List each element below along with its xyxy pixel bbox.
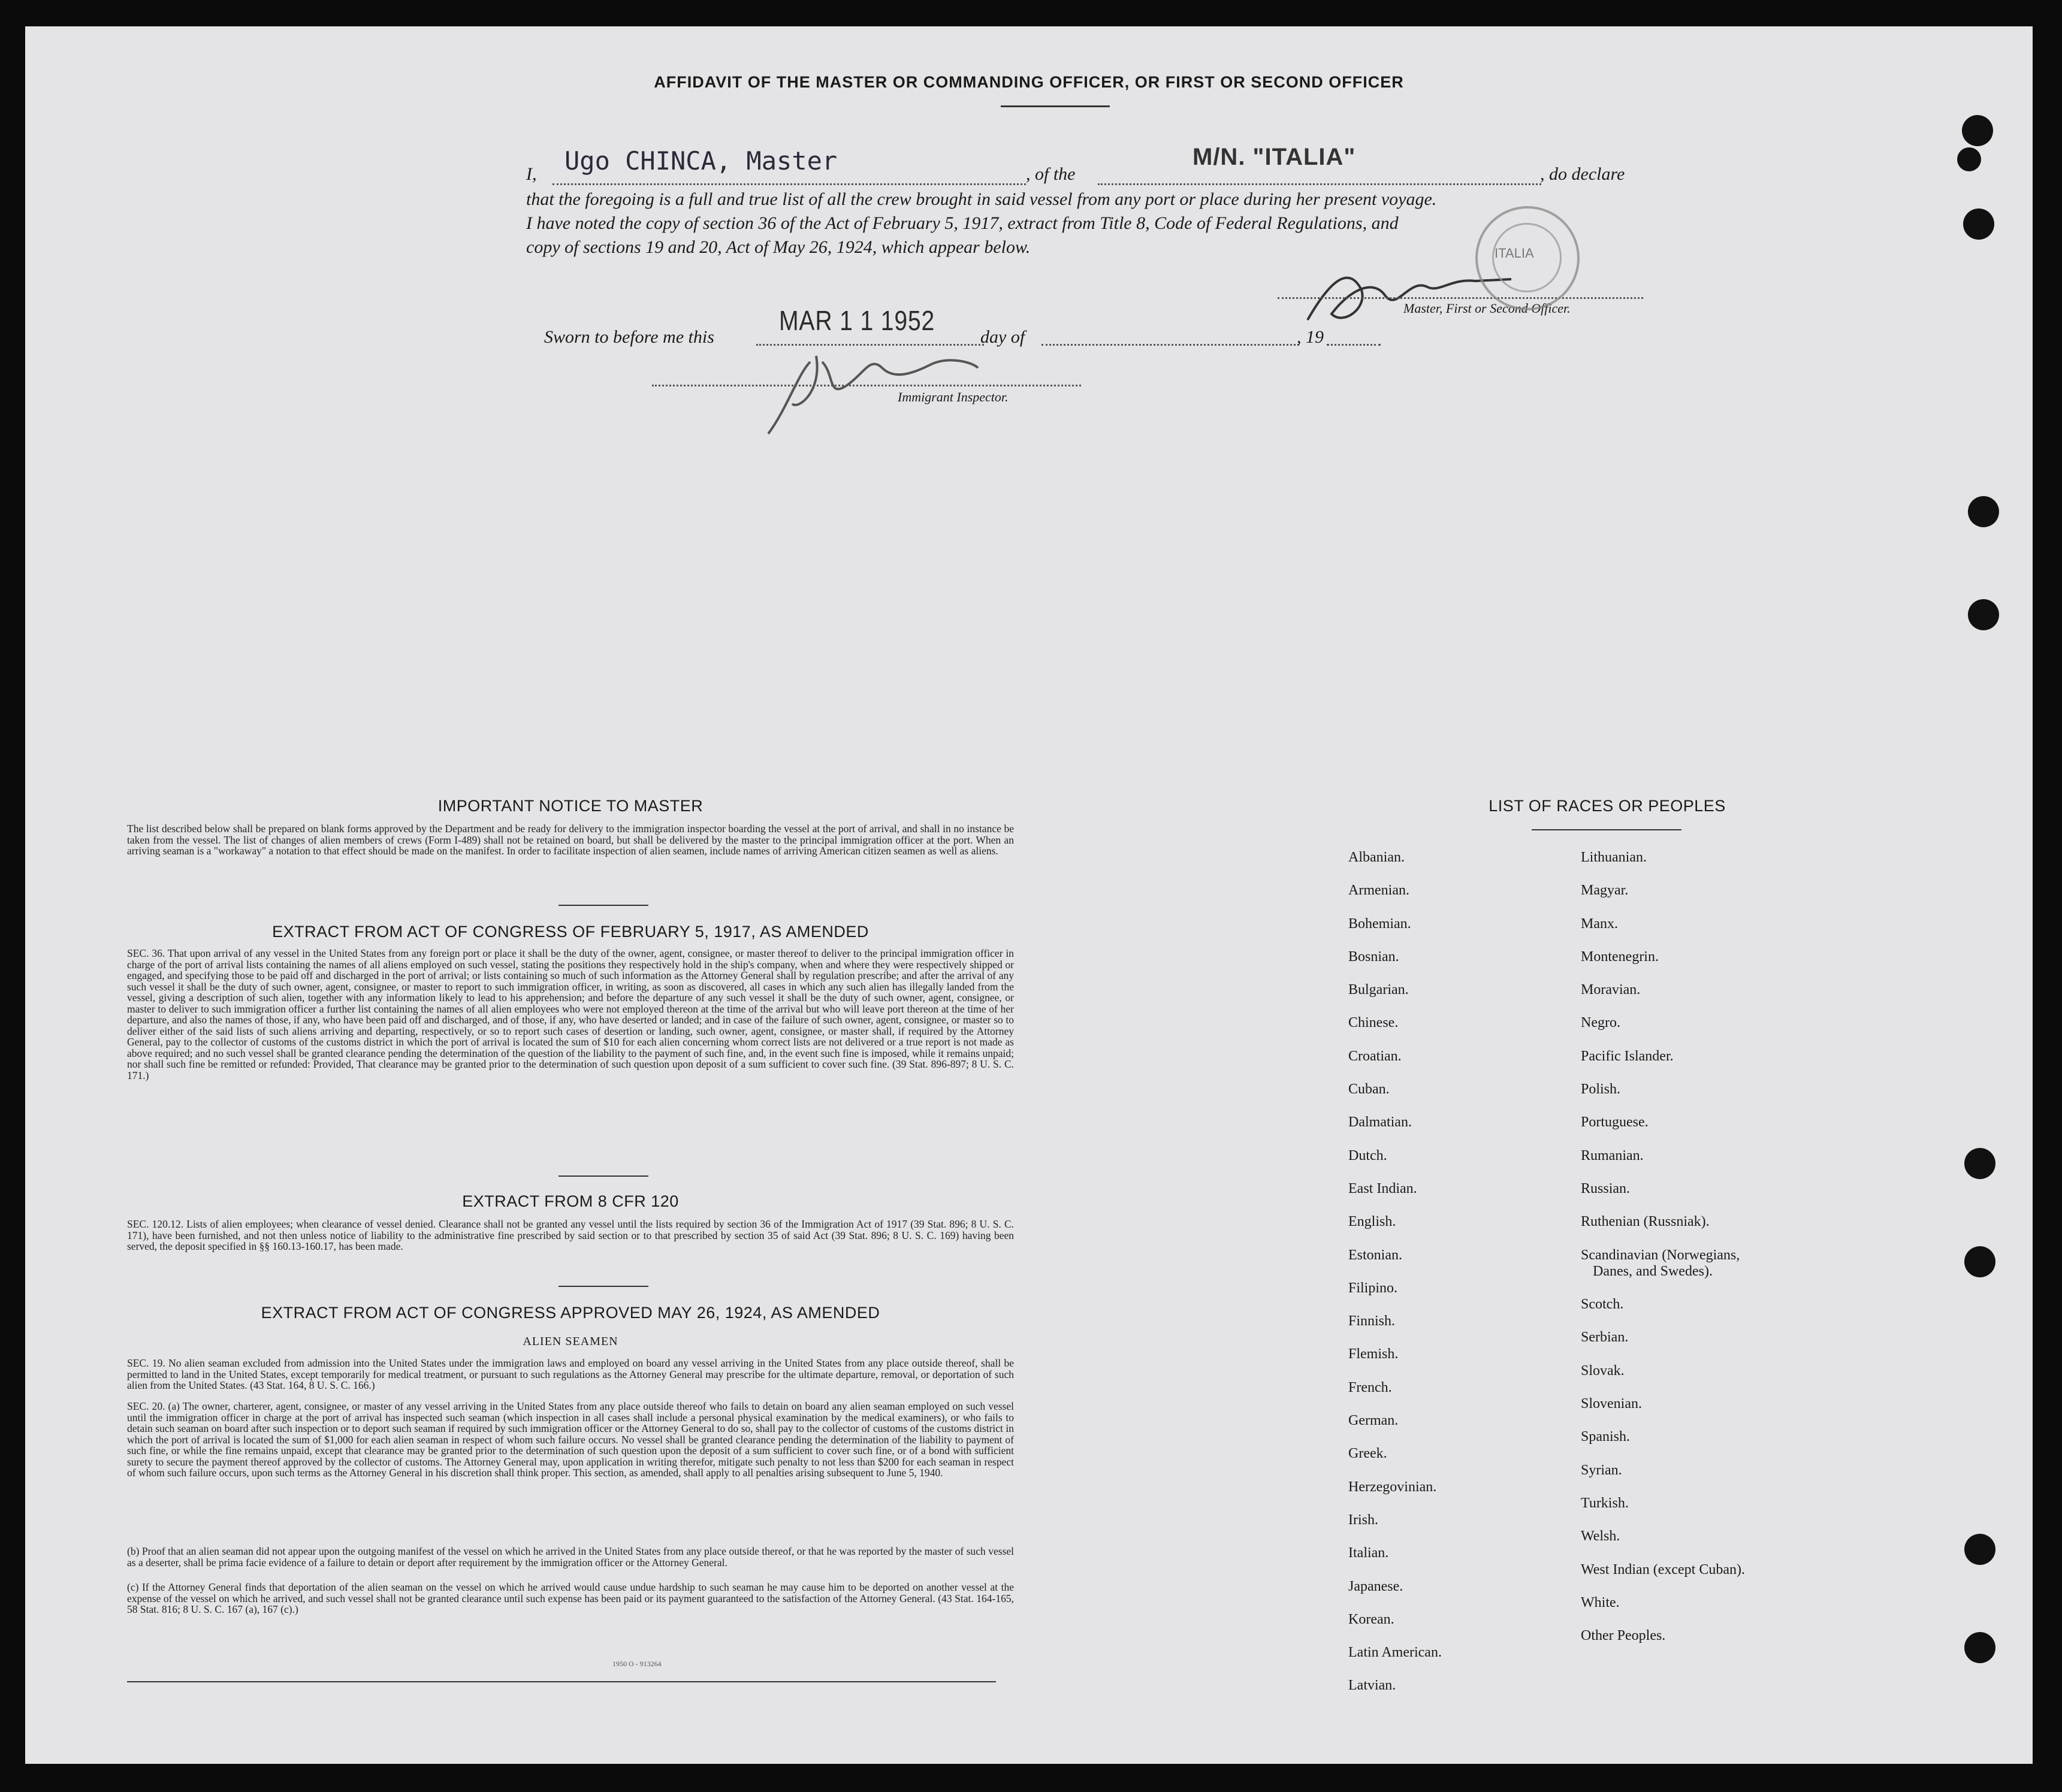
extract-1917-body: SEC. 36. That upon arrival of any vessel in the United States from any foreign port or place it shall be the duty of the owner, agent, consignee, or master thereof to deliver to the principal immigration officer in charge of the port of arrival lists containing the names of all aliens employed on such vessel, stating the positions they respectively hold in the ship's company, when and where they were respectively shipped or engaged, and specifying those to be paid off and discharged in the port of arrival; or lists containing so much of such information as the Attorney General shall by regulation prescribe; and after the arrival of any such vessel it shall be the duty of such owner, agent, consignee, or master to report to such immigration officer, in writing, as soon as discovered, all cases in which any such alien has illegally landed from the vessel, giving a description of such alien, together with any information likely to lead to his apprehension; and before the departure of any such vessel it shall be the duty of such owner, agent, consignee, or master to deliver to such immigration officer a further list containing the names of all alien employees who were not employed thereon at the time of the arrival but who will leave port thereon at the time of her departure, and also the names of those, if any, who have been paid off and discharged, and of those, if any, who have deserted or landed; and in case of the failure of such owner, agent, consignee, or master so to deliver either of the said lists of such aliens arriving and departing, respectively, or so to report such cases of desertion or landing, such owner, agent, consignee, or master shall, if required by the Attorney General, pay to the collector of customs of the customs district in which the port of arrival is located the sum of $10 for each alien concerning whom correct lists are not delivered or a true report is not made as above required; and no such vessel shall be granted clearance pending the determination of the question of the liability to the payment of such fine, and, in the event such fine is imposed, while it remains unpaid; nor shall such fine be remitted or refunded: Provided, That clearance may be granted prior to the determination of such question upon deposit of a sum sufficient to cover such fine. (39 Stat. 896-897; 8 U. S. C. 171.) <box>127 947 1014 1081</box>
race-item: Scotch. <box>1581 1297 1624 1313</box>
race-item: Latin American. <box>1348 1645 1442 1661</box>
title-divider <box>1001 105 1110 107</box>
year-prefix: , 19 <box>1297 327 1324 347</box>
day-of: day of <box>980 327 1025 347</box>
race-item: Flemish. <box>1348 1346 1399 1362</box>
race-item: Irish. <box>1348 1512 1378 1528</box>
race-item: Welsh. <box>1581 1528 1620 1545</box>
notice-divider <box>558 905 648 906</box>
race-item: Greek. <box>1348 1446 1387 1462</box>
race-item: Finnish. <box>1348 1313 1396 1329</box>
punch-hole <box>1968 496 1999 527</box>
races-column-1 <box>1348 850 1442 1711</box>
race-item: Bulgarian. <box>1348 982 1409 998</box>
decl-of-the: , of the <box>1026 164 1076 184</box>
race-item: West Indian (except Cuban). <box>1581 1561 1745 1578</box>
punch-hole <box>1964 1534 1995 1565</box>
race-item: Lithuanian. <box>1581 850 1647 865</box>
race-item: Italian. <box>1348 1545 1389 1561</box>
race-item: Pacific Islander. <box>1581 1048 1674 1064</box>
extract-cfr-divider <box>558 1286 648 1287</box>
race-item: Dalmatian. <box>1348 1114 1412 1131</box>
race-item: Negro. <box>1581 1015 1620 1031</box>
race-item: Korean. <box>1348 1611 1394 1627</box>
inspector-label: Immigrant Inspector. <box>898 389 1009 404</box>
race-item: Syrian. <box>1581 1462 1622 1478</box>
race-item: Manx. <box>1581 915 1618 932</box>
race-item: Danes, and Swedes). <box>1593 1263 1713 1279</box>
races-title: LIST OF RACES OR PEOPLES <box>1489 797 1726 815</box>
race-item: Bosnian. <box>1348 948 1399 965</box>
race-item: Herzegovinian. <box>1348 1479 1437 1495</box>
vessel-line <box>1098 183 1541 185</box>
race-item: Rumanian. <box>1581 1147 1644 1164</box>
race-item: Cuban. <box>1348 1081 1390 1098</box>
month-line <box>1041 344 1299 346</box>
race-item: Chinese. <box>1348 1015 1399 1031</box>
year-line <box>1327 344 1381 346</box>
race-item: German. <box>1348 1413 1399 1429</box>
race-item: Scandinavian (Norwegians, <box>1581 1247 1740 1263</box>
decl-i: I, <box>526 164 537 184</box>
inspector-signature-line <box>652 385 1081 386</box>
race-item: Polish. <box>1581 1081 1621 1098</box>
print-code: 1950 O - 913264 <box>612 1660 662 1668</box>
race-item: Japanese. <box>1348 1578 1403 1594</box>
race-item: Slovenian. <box>1581 1396 1642 1412</box>
extract-cfr-body: SEC. 120.12. Lists of alien employees; when clearance of vessel denied. Clearance shall not be granted any vessel until the lists required by section 36 of the Immigration Act of 1917 (39 Stat. 896; 8 U. S. C. 171), have been furnished, and not then unless notice of liability to the administrative fine prescribed by said section or to that prescribed by section 35 of said Act (39 Stat. 896; 8 U. S. C. 169) having been served, the deposit specified in §§ 160.13-160.17, has been made. <box>127 1218 1014 1252</box>
decl-line4: copy of sections 19 and 20, Act of May 26, 1924, which appear below. <box>526 237 1031 257</box>
races-divider <box>1532 829 1681 830</box>
race-item: Turkish. <box>1581 1495 1629 1511</box>
bottom-rule <box>127 1681 996 1682</box>
extract-1917-title: EXTRACT FROM ACT OF CONGRESS OF FEBRUARY 5, 1917, AS AMENDED <box>272 923 869 941</box>
race-item: French. <box>1348 1379 1392 1395</box>
company-seal: ITALIA <box>1475 206 1580 310</box>
document-page <box>25 26 2033 1764</box>
race-item: Portuguese. <box>1581 1114 1649 1131</box>
race-item: East Indian. <box>1348 1180 1417 1196</box>
punch-hole <box>1957 147 1981 171</box>
affidavit-title: AFFIDAVIT OF THE MASTER OR COMMANDING OFFICER, OR FIRST OR SECOND OFFICER <box>654 73 1404 91</box>
race-item: Spanish. <box>1581 1429 1631 1445</box>
decl-line2: that the foregoing is a full and true list of all the crew brought in said vessel from any port or place during her present voyage. <box>526 189 1437 209</box>
sec19-body: SEC. 19. No alien seaman excluded from admission into the United States under the immigration laws and employed on board any vessel arriving in the United States from any place outside thereof, shall be permitted to land in the United States, except temporarily for medical treatment, or pursuant to such regulations as the Attorney General may prescribe for the ultimate departure, removal, or deportation of such alien from the United States. (43 Stat. 164, 8 U. S. C. 166.) <box>127 1357 1014 1391</box>
race-item: Other Peoples. <box>1581 1628 1666 1644</box>
master-name-line <box>553 183 1026 185</box>
extract-1917-divider <box>558 1175 648 1177</box>
race-item: English. <box>1348 1214 1396 1230</box>
race-item: Moravian. <box>1581 982 1641 998</box>
punch-hole <box>1968 599 1999 630</box>
punch-hole <box>1962 115 1993 146</box>
race-item: Bohemian. <box>1348 915 1411 932</box>
race-item: Dutch. <box>1348 1147 1387 1164</box>
race-item: Filipino. <box>1348 1280 1398 1296</box>
punch-hole <box>1964 1246 1995 1277</box>
race-item: Croatian. <box>1348 1048 1402 1064</box>
notice-body: The list described below shall be prepared on blank forms approved by the Department and be ready for delivery to the immigration inspector boarding the vessel at the port of arrival, and shall in no instance be taken from the vessel. The list of changes of alien members of crews (Form I-489) shall not be retained on board, but shall be delivered by the master to the principal immigration officer at the port. When an arriving seaman is a "workaway" a notation to that effect should be made on the manifest. In order to facilitate inspection of alien seamen, include names of arriving American citizen seamen as well as aliens. <box>127 823 1014 857</box>
race-item: Estonian. <box>1348 1247 1402 1263</box>
sec20c-body: (c) If the Attorney General finds that deportation of the alien seaman on the vessel on which he arrived would cause undue hardship to such seaman he may cause him to be deported on another vessel at the expense of the vessel on which he arrived, and such vessel shall not be granted clearance until such expense has been paid or its payment guaranteed to the satisfaction of the Attorney General. (43 Stat. 164-165, 58 Stat. 816; 8 U. S. C. 167 (a), 167 (c).) <box>127 1581 1014 1615</box>
sec20b-body: (b) Proof that an alien seaman did not appear upon the outgoing manifest of the vessel on which he arrived in the United States from any place outside thereof, or that he was reported by the master of such vessel as a deserter, shall be prima facie evidence of a failure to detain or deport after requirement by the immigration officer or the Attorney General. <box>127 1545 1014 1569</box>
race-item: Albanian. <box>1348 850 1405 865</box>
races-column-2 <box>1581 850 1745 1661</box>
race-item: White. <box>1581 1594 1620 1610</box>
decl-do-declare: , do declare <box>1540 164 1625 184</box>
notice-title: IMPORTANT NOTICE TO MASTER <box>437 797 704 815</box>
race-item: Magyar. <box>1581 883 1629 899</box>
master-signature-label: Master, First or Second Officer. <box>1403 301 1571 316</box>
punch-hole <box>1964 1148 1995 1179</box>
race-item: Ruthenian (Russniak). <box>1581 1214 1710 1230</box>
sec20a-body: SEC. 20. (a) The owner, charterer, agent, consignee, or master of any vessel arriving in the United States from any place outside thereof who fails to detain on board any alien seaman employed on such vessel until the immigration officer in charge at the port of arrival has inspected such seaman (which inspection in all cases shall include a personal physical examination by the medical examiners), or who fails to detain such seaman on board after such inspection or to deport such seaman if required by such immigration officer or the Attorney General to do so, shall pay to the collector of customs of the customs district in which the port of arrival is located the sum of $1,000 for each alien seaman in respect of whom such failure occurs. No vessel shall be granted clearance pending the determination of the liability to payment of such fine, or while the fine remains unpaid, except that clearance may be granted prior to the determination of such question upon the deposit of a sum sufficient to cover such fine, or of a bond with sufficient surety to secure the payment thereof approved by the collector of customs. The Attorney General may, upon application in writing therefor, mitigate such penalty to not less than $200 for each seaman in respect of whom such failure occurs, upon such terms as the Attorney General in his discretion shall think proper. This section, as amended, shall apply to all penalties arising subsequent to June 5, 1940. <box>127 1400 1014 1479</box>
race-item: Latvian. <box>1348 1678 1396 1694</box>
sworn-prefix: Sworn to before me this <box>544 327 714 347</box>
decl-line3: I have noted the copy of section 36 of the Act of February 5, 1917, extract from Title 8, Code of Federal Regulations, and <box>526 213 1399 233</box>
race-item: Serbian. <box>1581 1329 1629 1346</box>
alien-seamen-subtitle: ALIEN SEAMEN <box>523 1335 618 1348</box>
master-name-handwritten: Ugo CHINCA, Master <box>564 146 838 176</box>
race-item: Slovak. <box>1581 1362 1625 1379</box>
race-item: Armenian. <box>1348 883 1409 899</box>
punch-hole <box>1964 1632 1995 1663</box>
race-item: Montenegrin. <box>1581 948 1659 965</box>
extract-1924-title: EXTRACT FROM ACT OF CONGRESS APPROVED MAY 26, 1924, AS AMENDED <box>261 1304 880 1322</box>
vessel-name-stamp: M/N. "ITALIA" <box>1192 144 1356 170</box>
extract-cfr-title: EXTRACT FROM 8 CFR 120 <box>462 1192 679 1210</box>
date-stamp: MAR 1 1 1952 <box>779 305 935 336</box>
master-signature-line <box>1278 297 1643 299</box>
race-item: Russian. <box>1581 1180 1631 1196</box>
punch-hole <box>1963 208 1994 240</box>
